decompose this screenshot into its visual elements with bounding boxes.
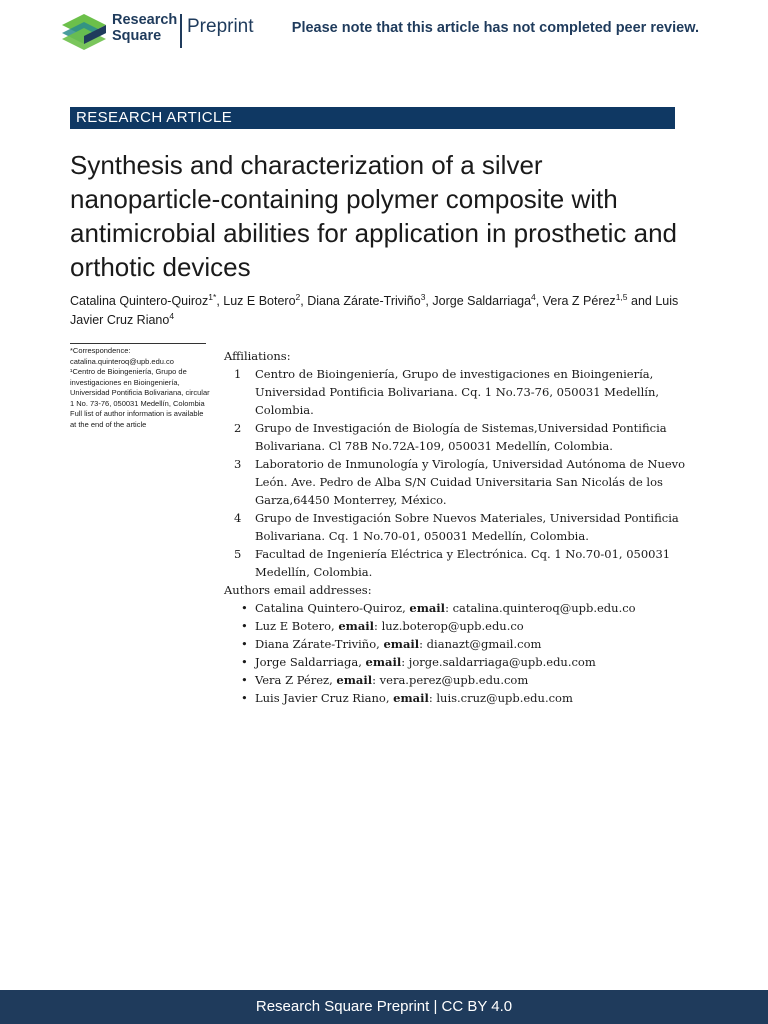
email-label: email bbox=[393, 691, 429, 705]
article-body bbox=[224, 347, 694, 707]
email-author-name: Luis Javier Cruz Riano bbox=[255, 691, 386, 705]
author[interactable] bbox=[432, 294, 535, 308]
email-item: • Catalina Quintero-Quiroz, email: catalina.quinteroq@upb.edu.co bbox=[241, 601, 636, 615]
author[interactable] bbox=[307, 294, 425, 308]
brand-preprint: Preprint bbox=[187, 16, 254, 37]
affiliation-item bbox=[224, 365, 694, 419]
affiliation-text: Facultad de Ingeniería Eléctrica y Electrónica. Cq. 1 No.70-01, 050031 Medellín, Colombia. bbox=[255, 547, 671, 579]
bullet-icon: • bbox=[241, 619, 248, 633]
bullet-icon: • bbox=[241, 691, 248, 705]
affiliation-number: 2 bbox=[234, 421, 242, 435]
page-header bbox=[0, 0, 768, 64]
affiliation-text: Grupo de Investigación Sobre Nuevos Materiales, Universidad Pontificia Bolivariana. Cq. 1 No.70-01, 050031 Medellín, Colombia. bbox=[255, 511, 679, 543]
correspondence-label: *Correspondence: bbox=[70, 346, 131, 355]
email-label: email bbox=[383, 637, 420, 651]
email-address[interactable]: luis.cruz@upb.edu.com bbox=[436, 691, 573, 705]
brand-name[interactable] bbox=[112, 12, 177, 44]
author-name: Jorge Saldarriaga bbox=[432, 294, 532, 308]
author[interactable] bbox=[543, 294, 628, 308]
affiliation-number: 1 bbox=[234, 367, 242, 381]
email-label: email bbox=[338, 619, 375, 633]
bullet-icon: • bbox=[241, 637, 248, 651]
author-name: Luis Javier Cruz Riano bbox=[70, 294, 679, 327]
page-footer bbox=[0, 990, 768, 1024]
author-name: Luz E Botero bbox=[223, 294, 296, 308]
brand-line-2: Square bbox=[112, 28, 162, 44]
author-affiliation-marker: 2 bbox=[295, 292, 301, 302]
affiliation-text: Centro de Bioingeniería, Grupo de investigaciones en Bioingeniería, Universidad Pontificia Bolivariana. Cq. 1 No.73-76, 050031 Medellín, Colombia. bbox=[255, 367, 660, 417]
affiliation-number: 3 bbox=[234, 457, 242, 471]
affiliations-list bbox=[224, 365, 694, 581]
author[interactable] bbox=[70, 294, 216, 308]
research-square-logo-icon bbox=[62, 12, 106, 50]
footer-license[interactable]: Research Square Preprint | CC BY 4.0 bbox=[255, 998, 513, 1015]
article-type-banner bbox=[70, 107, 675, 129]
author-affiliation-marker: 4 bbox=[531, 292, 536, 302]
article-type-label: RESEARCH ARTICLE bbox=[76, 109, 233, 126]
affiliation-text: Laboratorio de Inmunología y Virología, Universidad Autónoma de Nuevo León. Ave. Pedro de Alba S/N Cuidad Universitaria San Nicolás de los Garza,64450 Monterrey, México. bbox=[255, 457, 686, 507]
affiliation-item bbox=[224, 509, 694, 545]
email-address[interactable]: catalina.quinteroq@upb.edu.co bbox=[452, 601, 636, 615]
author[interactable] bbox=[223, 294, 300, 308]
email-author-name: Jorge Saldarriaga bbox=[255, 655, 359, 669]
sidebar-divider bbox=[70, 343, 206, 344]
email-address[interactable]: luz.boterop@upb.edu.co bbox=[381, 619, 524, 633]
article-title: Synthesis and characterization of a silver nanoparticle-containing polymer composite with antimicrobial abilities for application in prosthetic and orthotic devices bbox=[70, 150, 677, 282]
author-affiliation-marker: 1* bbox=[208, 292, 217, 302]
author-affiliation-marker: 1,5 bbox=[615, 292, 628, 302]
affiliation-item bbox=[224, 545, 694, 581]
bullet-icon: • bbox=[241, 655, 248, 669]
email-author-name: Catalina Quintero-Quiroz bbox=[255, 601, 403, 615]
brand-line-1: Research bbox=[112, 12, 178, 28]
emails-heading: Authors email addresses: bbox=[224, 583, 372, 597]
affiliation-number: 4 bbox=[234, 511, 242, 525]
affiliation-text: Grupo de Investigación de Biología de Sistemas,Universidad Pontificia Bolivariana. Cl 78B No.72A-109, 050031 Medellín, Colombia. bbox=[255, 421, 667, 453]
email-item: • Diana Zárate-Triviño, email: dianazt@gmail.com bbox=[241, 637, 542, 651]
correspondence-affiliation: ¹Centro de Bioingeniería, Grupo de investigaciones en Bioingeniería, Universidad Pontificia Bolivariana, circular 1 No. 73-76, 050031 Medellín, Colombia bbox=[70, 367, 210, 408]
email-address[interactable]: jorge.saldarriaga@upb.edu.com bbox=[408, 655, 596, 669]
author-name: Diana Zárate-Triviño bbox=[307, 294, 421, 308]
affiliations-heading: Affiliations: bbox=[224, 349, 291, 363]
email-label: email bbox=[365, 655, 402, 669]
email-address[interactable]: vera.perez@upb.edu.com bbox=[379, 673, 529, 687]
email-item: • Luis Javier Cruz Riano, email: luis.cruz@upb.edu.com bbox=[241, 691, 573, 705]
email-label: email bbox=[336, 673, 373, 687]
affiliation-item bbox=[224, 455, 694, 509]
correspondence-email[interactable]: catalina.quinteroq@upb.edu.co bbox=[70, 356, 174, 366]
email-item: • Jorge Saldarriaga, email: jorge.saldarriaga@upb.edu.com bbox=[241, 655, 596, 669]
email-label: email bbox=[409, 601, 446, 615]
bullet-icon: • bbox=[241, 673, 248, 687]
email-item: • Luz E Botero, email: luz.boterop@upb.edu.co bbox=[241, 619, 524, 633]
correspondence-sidebar bbox=[70, 346, 210, 430]
affiliation-number: 5 bbox=[234, 547, 242, 561]
email-author-name: Diana Zárate-Triviño bbox=[255, 637, 377, 651]
email-address[interactable]: dianazt@gmail.com bbox=[426, 637, 542, 651]
affiliation-item bbox=[224, 419, 694, 455]
author-name: Catalina Quintero-Quiroz bbox=[70, 294, 209, 308]
email-author-name: Vera Z Pérez bbox=[255, 673, 330, 687]
peer-review-notice: Please note that this article has not completed peer review. bbox=[291, 20, 699, 36]
author-list: Catalina Quintero-Quiroz$^{1*}$, Luz E Botero$^2$, Diana Zárate-Triviño$^3$, Jorge Saldarriaga$^4$, Vera Z Pérez$^{1,5}$ and Luis Javier Cruz Riano$^4$ bbox=[70, 292, 679, 327]
author-affiliation-marker: 3 bbox=[420, 292, 426, 302]
email-author-name: Luz E Botero bbox=[255, 619, 332, 633]
author-name: Vera Z Pérez bbox=[542, 294, 616, 308]
emails-list bbox=[224, 599, 694, 707]
author-info-note: Full list of author information is available at the end of the article bbox=[70, 409, 204, 429]
brand-divider bbox=[180, 14, 182, 48]
email-item: • Vera Z Pérez, email: vera.perez@upb.edu.com bbox=[241, 673, 529, 687]
author-affiliation-marker: 4 bbox=[169, 311, 175, 321]
bullet-icon: • bbox=[241, 601, 248, 615]
